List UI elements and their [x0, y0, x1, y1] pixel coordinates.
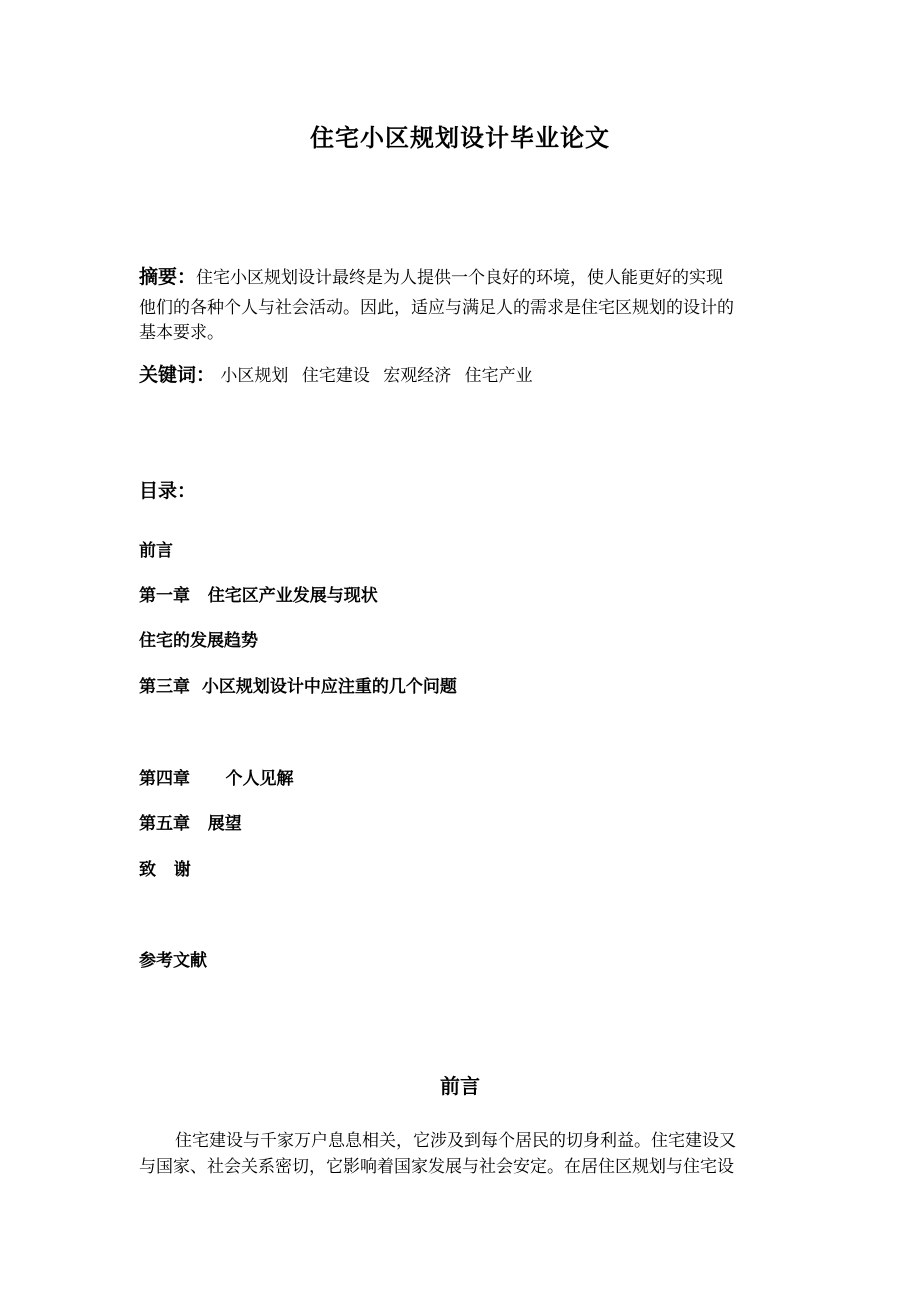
toc-item-housing-trends: 住宅的发展趋势: [139, 631, 258, 651]
abstract-line-3: 基本要求。: [139, 323, 224, 343]
toc-item-chapter-3: 第三章 小区规划设计中应注重的几个问题: [139, 677, 457, 697]
abstract-section: [139, 262, 789, 343]
toc-item-references: 参考文献: [139, 951, 207, 971]
toc-heading: 目录：: [139, 480, 197, 502]
toc-item-chapter-1: 第一章 住宅区产业发展与现状: [139, 586, 378, 606]
preface-heading: 前言: [440, 1074, 480, 1098]
toc-item-chapter-5: 第五章 展望: [139, 814, 242, 834]
preface-line-1: 住宅建设与千家万户息息相关，它涉及到每个居民的切身利益。住宅建设又: [175, 1131, 736, 1151]
preface-line-2: 与国家、社会关系密切，它影响着国家发展与社会安定。在居住区规划与住宅设: [139, 1157, 734, 1177]
toc-item-acknowledgements: 致 谢: [139, 860, 191, 880]
abstract-text-1: 住宅小区规划设计最终是为人提供一个良好的环境，使人能更好的实现: [196, 268, 724, 288]
keyword: 小区规划: [220, 366, 289, 386]
document-title: 住宅小区规划设计毕业论文: [310, 123, 610, 152]
keyword: 宏观经济: [383, 366, 452, 386]
keywords-section: [139, 360, 541, 387]
keyword: 住宅建设: [301, 366, 370, 386]
toc-item-chapter-4: 第四章 个人见解: [139, 769, 294, 789]
abstract-line-1: [139, 262, 789, 293]
abstract-line-2: 他们的各种个人与社会活动。因此，适应与满足人的需求是住宅区规划的设计的: [139, 298, 734, 318]
keywords-label: 关键词：: [139, 364, 216, 386]
abstract-label: 摘要：: [139, 266, 197, 288]
preface-body: [139, 1128, 789, 1180]
keyword: 住宅产业: [464, 366, 533, 386]
toc-item-preface: 前言: [139, 541, 173, 561]
